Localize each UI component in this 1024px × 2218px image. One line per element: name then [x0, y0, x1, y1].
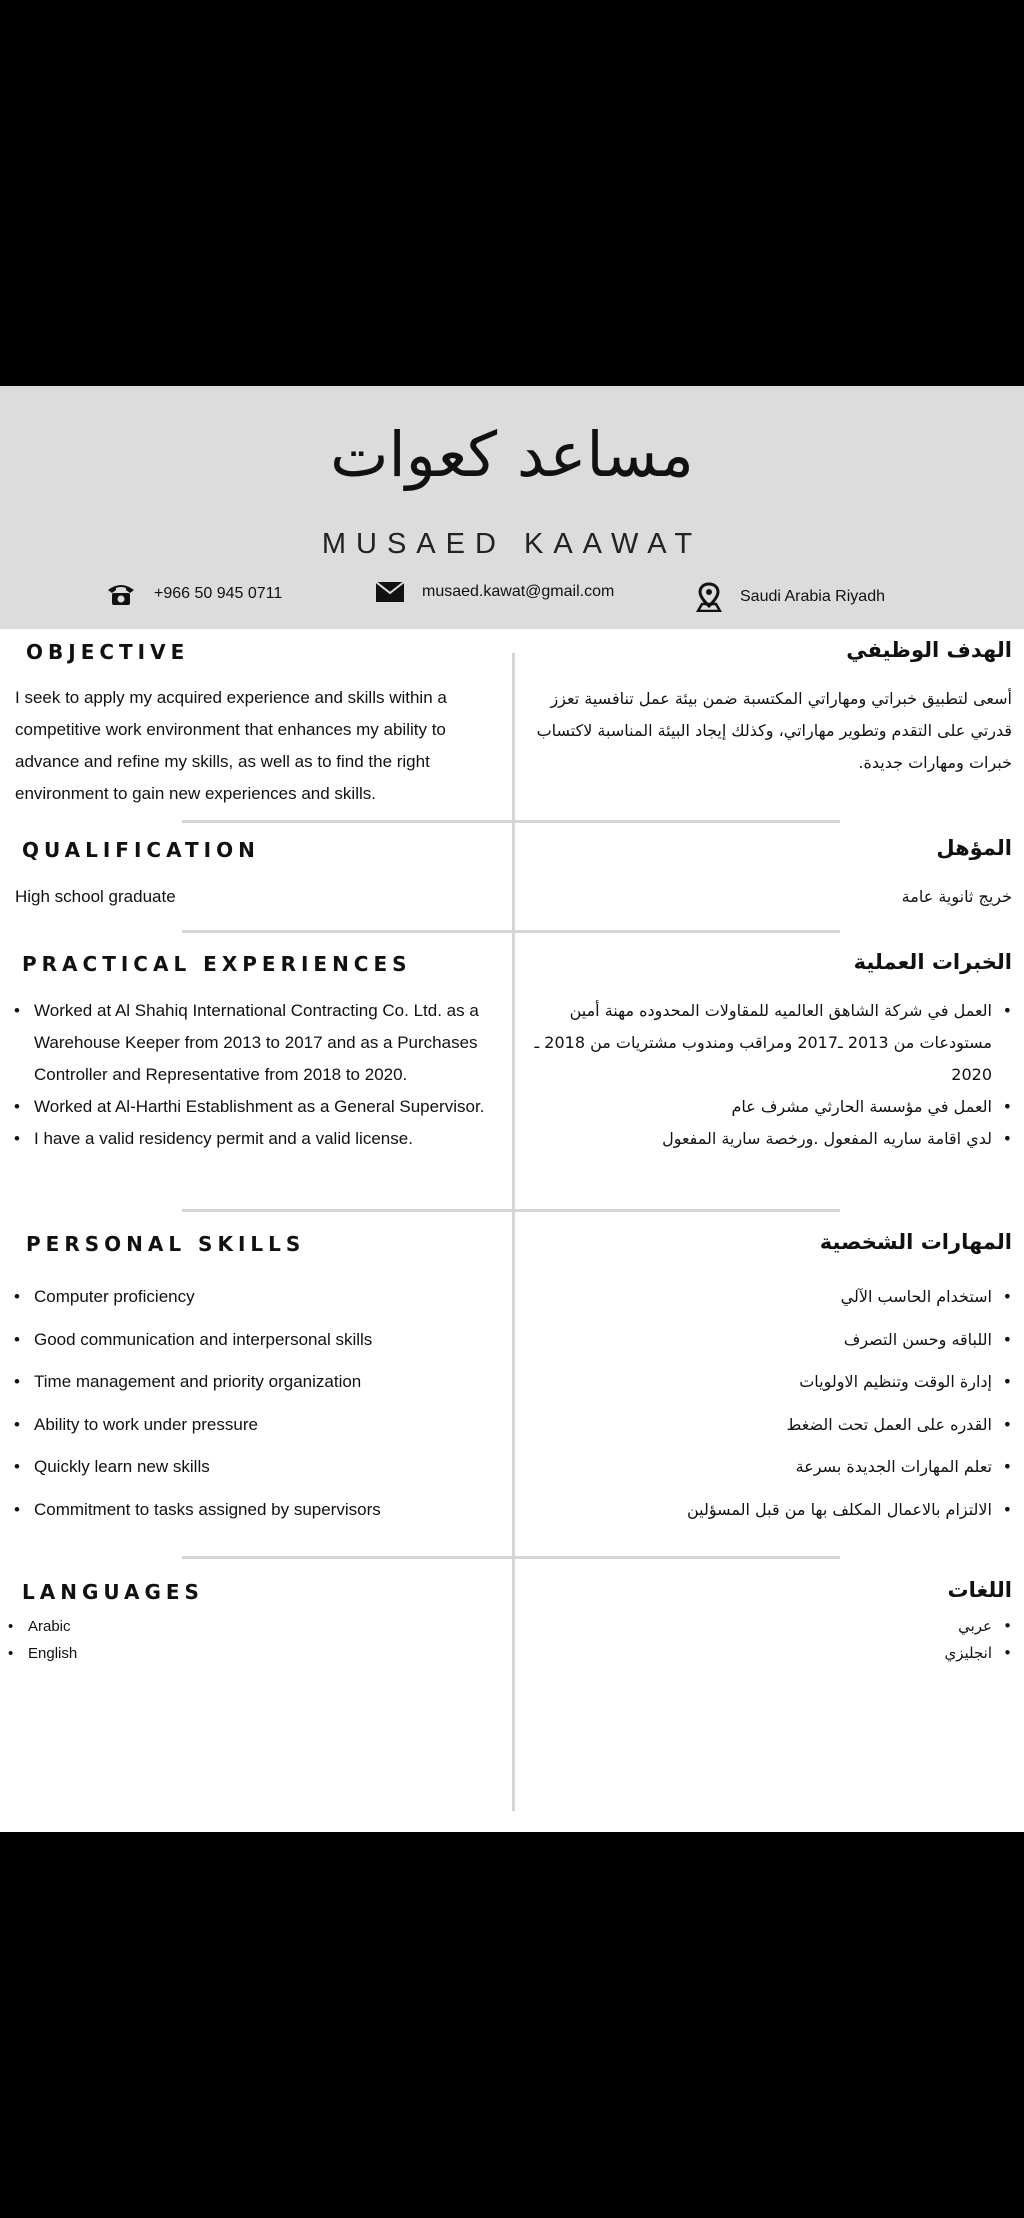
- skills-heading: PERSONAL SKILLS: [26, 1232, 306, 1256]
- list-item: • اللباقه وحسن التصرف: [522, 1319, 1012, 1362]
- languages-list-ar: [812, 1613, 1012, 1667]
- list-item: • عربي: [812, 1613, 1012, 1640]
- skills-list-ar: [522, 1276, 1012, 1531]
- section-divider: [182, 1209, 840, 1212]
- skills-list: [14, 1276, 510, 1531]
- list-item: • Ability to work under pressure: [14, 1404, 510, 1447]
- section-divider: [182, 1556, 840, 1559]
- section-divider: [182, 930, 840, 933]
- qualification-heading: QUALIFICATION: [22, 838, 260, 862]
- qualification-text-ar: خريج ثانوية عامة: [901, 887, 1012, 906]
- list-item: • العمل في شركة الشاهق العالميه للمقاولات المحدوده مهنة أمين مستودعات من 2013 ـ2017 ومراقب ومندوب مشتريات من 2018 ـ 2020: [522, 995, 1012, 1091]
- contact-location: [696, 582, 885, 612]
- list-item: • Commitment to tasks assigned by supervisors: [14, 1489, 510, 1532]
- objective-heading: OBJECTIVE: [26, 640, 190, 664]
- qualification-heading-ar: المؤهل: [936, 836, 1012, 860]
- skills-heading-ar: المهارات الشخصية: [819, 1230, 1012, 1254]
- contact-phone: [106, 582, 282, 606]
- experience-heading: PRACTICAL EXPERIENCES: [22, 952, 412, 976]
- email-address: musaed.kawat@gmail.com: [422, 583, 615, 600]
- objective-heading-ar: الهدف الوظيفي: [846, 638, 1012, 662]
- list-item: • العمل في مؤسسة الحارثي مشرف عام: [522, 1091, 1012, 1123]
- section-divider: [182, 820, 840, 823]
- experience-list-ar: [522, 995, 1012, 1155]
- contact-email: [376, 582, 614, 602]
- phone-number: +966 50 945 0711: [154, 585, 283, 602]
- resume-header: [0, 386, 1024, 629]
- envelope-icon: [376, 582, 404, 602]
- list-item: • Worked at Al Shahiq International Contracting Co. Ltd. as a Warehouse Keeper from 2013 to 2017 and as a Purchases Controller and Representative from 2018 to 2020.: [14, 995, 510, 1091]
- list-item: • تعلم المهارات الجديدة بسرعة: [522, 1446, 1012, 1489]
- objective-text-ar: أسعى لتطبيق خبراتي ومهاراتي المكتسبة ضمن بيئة عمل تنافسية تعزز قدرتي على التقدم وتطوير مهاراتي، وكذلك إيجاد البيئة المناسبة لاكتساب خبرات ومهارات جديدة.: [536, 689, 1012, 772]
- list-item: • استخدام الحاسب الآلي: [522, 1276, 1012, 1319]
- qualification-text: High school graduate: [15, 887, 176, 906]
- list-item: • Worked at Al-Harthi Establishment as a General Supervisor.: [14, 1091, 510, 1123]
- list-item: • Time management and priority organization: [14, 1361, 510, 1404]
- list-item: • English: [8, 1640, 77, 1667]
- list-item: • I have a valid residency permit and a valid license.: [14, 1123, 510, 1155]
- location-text: Saudi Arabia Riyadh: [740, 588, 885, 605]
- list-item: • Arabic: [8, 1613, 77, 1640]
- list-item: • Computer proficiency: [14, 1276, 510, 1319]
- experience-heading-ar: الخبرات العملية: [853, 950, 1012, 974]
- list-item: • انجليزي: [812, 1640, 1012, 1667]
- list-item: • Quickly learn new skills: [14, 1446, 510, 1489]
- location-pin-icon: [696, 582, 722, 612]
- name-arabic: مساعد كعوات: [330, 418, 694, 491]
- resume-page: [0, 386, 1024, 1832]
- list-item: • Good communication and interpersonal skills: [14, 1319, 510, 1362]
- phone-icon: [106, 582, 136, 606]
- list-item: • لدي اقامة ساريه المفعول .ورخصة سارية المفعول: [522, 1123, 1012, 1155]
- name-english: MUSAED KAAWAT: [321, 528, 703, 560]
- list-item: • إدارة الوقت وتنظيم الاولويات: [522, 1361, 1012, 1404]
- experience-list: [14, 995, 510, 1155]
- list-item: • القدره على العمل تحت الضغط: [522, 1404, 1012, 1447]
- objective-text: I seek to apply my acquired experience and skills within a competitive work environment that enhances my ability to advance and refine my skills, as well as to find the right environment to gain new experiences and skills.: [15, 688, 447, 803]
- languages-heading-ar: اللغات: [947, 1578, 1012, 1602]
- list-item: • الالتزام بالاعمال المكلف بها من قبل المسؤلين: [522, 1489, 1012, 1532]
- languages-list: [8, 1613, 77, 1667]
- languages-heading: LANGUAGES: [22, 1580, 204, 1604]
- center-divider: [512, 653, 515, 1811]
